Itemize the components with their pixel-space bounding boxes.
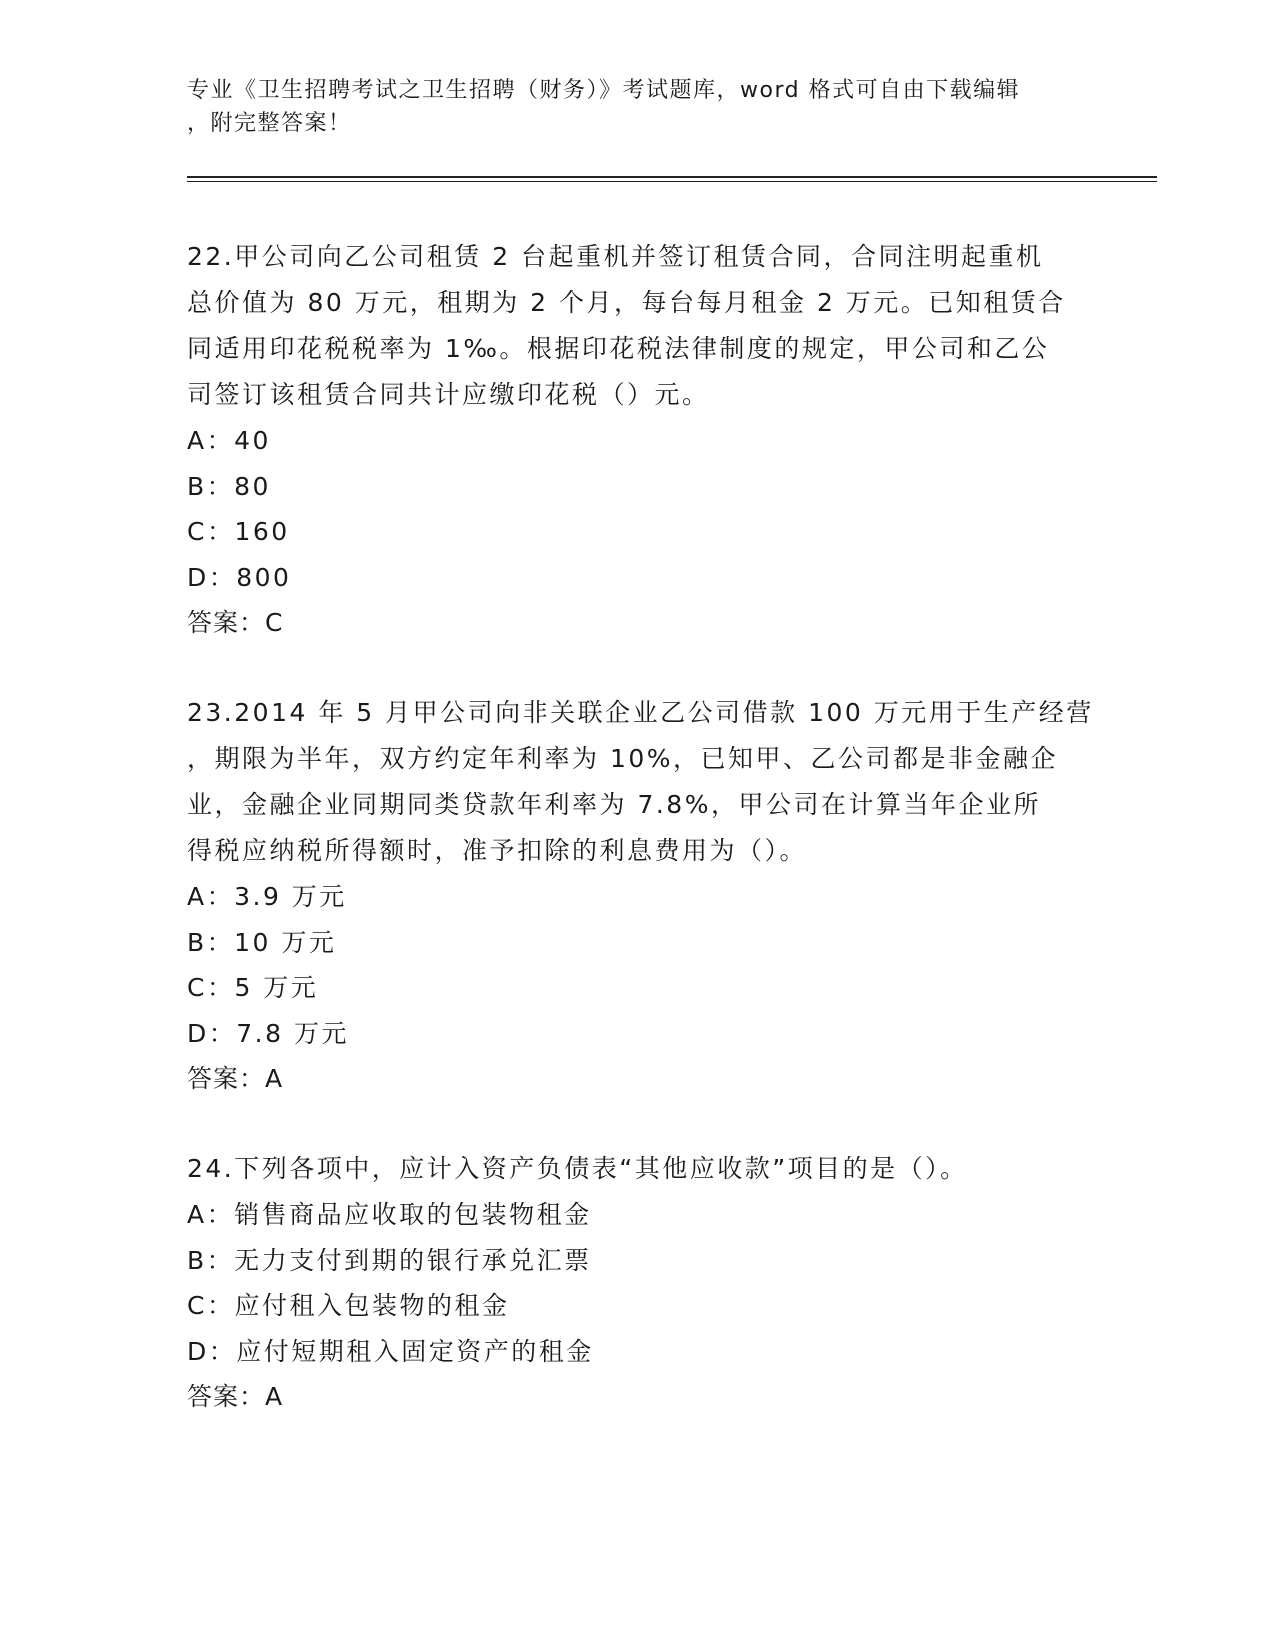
question-stem-line: 总价值为 80 万元，租期为 2 个月，每台每月租金 2 万元。已知租赁合	[187, 288, 1066, 317]
question-stem-line: ，期限为半年，双方约定年利率为 10%，已知甲、乙公司都是非金融企	[187, 744, 1059, 773]
option-c: C：5 万元	[187, 973, 319, 1002]
option-c: C：应付租入包装物的租金	[187, 1291, 510, 1320]
answer-line: 答案：A	[187, 1382, 284, 1411]
question-stem-line: 得税应纳税所得额时，准予扣除的利息费用为（）。	[187, 836, 808, 865]
option-d: D：应付短期租入固定资产的租金	[187, 1336, 594, 1366]
header-divider	[187, 176, 1157, 182]
answer-line: 答案：A	[187, 1064, 284, 1093]
question-stem-line: 22.甲公司向乙公司租赁 2 台起重机并签订租赁合同，合同注明起重机	[187, 242, 1044, 271]
question-stem-line: 23.2014 年 5 月甲公司向非关联企业乙公司借款 100 万元用于生产经营	[187, 698, 1094, 727]
question-stem-line: 24.下列各项中，应计入资产负债表“其他应收款”项目的是（）。	[187, 1154, 968, 1183]
document-header	[187, 74, 1097, 140]
option-d: D：7.8 万元	[187, 1018, 349, 1048]
header-line: ，附完整答案！	[187, 111, 352, 136]
answer-line: 答案：C	[187, 608, 284, 637]
option-a: A：40	[187, 426, 271, 455]
option-c: C：160	[187, 517, 290, 546]
question-stem-line: 业，金融企业同期同类贷款年利率为 7.8%，甲公司在计算当年企业所	[187, 790, 1041, 819]
option-d: D：800	[187, 562, 292, 592]
option-b: B：10 万元	[187, 927, 337, 957]
option-a: A：销售商品应收取的包装物租金	[187, 1200, 592, 1229]
option-b: B：无力支付到期的银行承兑汇票	[187, 1245, 592, 1275]
option-b: B：80	[187, 471, 271, 501]
question-stem-line: 司签订该租赁合同共计应缴印花税（）元。	[187, 380, 710, 409]
option-a: A：3.9 万元	[187, 882, 347, 911]
question-23	[187, 690, 1094, 1102]
question-stem-line: 同适用印花税税率为 1‰。根据印花税法律制度的规定，甲公司和乙公	[187, 334, 1050, 363]
header-line: 专业《卫生招聘考试之卫生招聘（财务）》考试题库，word 格式可自由下载编辑	[187, 78, 1021, 103]
question-22	[187, 234, 1087, 646]
question-24	[187, 1146, 1087, 1420]
